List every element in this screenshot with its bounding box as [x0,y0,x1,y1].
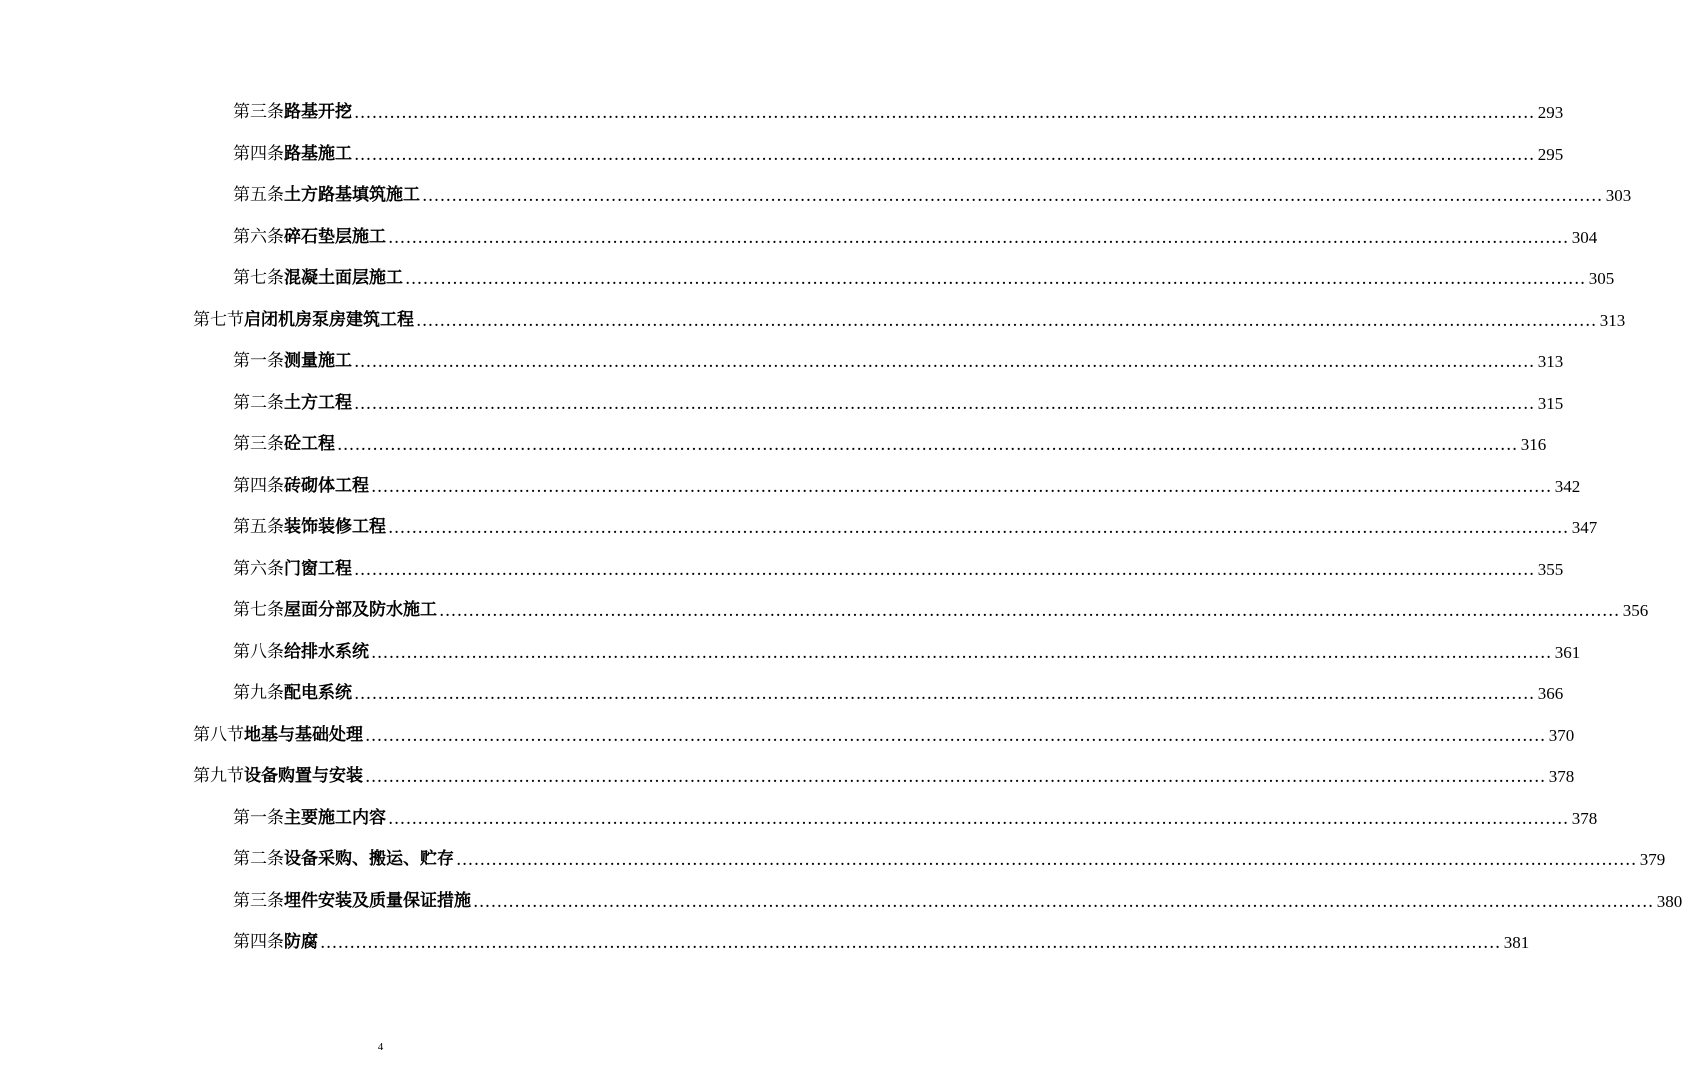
toc-entry-number: 第三条 [233,102,284,123]
toc-entry-title: 给排水系统 [284,641,369,662]
toc-article-entry[interactable] [0,92,1564,134]
toc-dot-leader: ........................................................................................................................................................................................................ [354,144,1535,165]
toc-entry-page: 313 [1599,310,1626,330]
toc-article-entry[interactable] [0,383,1564,425]
toc-article-entry[interactable] [0,507,1598,549]
toc-article-entry[interactable] [0,881,1682,923]
toc-entry-page: 295 [1537,144,1564,164]
toc-dot-leader: ........................................................................................................................................................................................................ [439,601,1620,622]
toc-entry-number: 第一条 [233,351,284,372]
toc-article-entry[interactable] [0,258,1615,300]
toc-dot-leader: ........................................................................................................................................................................................................ [337,435,1518,456]
toc-article-entry[interactable] [0,922,1530,964]
toc-article-entry[interactable] [0,134,1564,176]
toc-entry-page: 380 [1656,891,1682,911]
toc-entry-title: 路基开挖 [284,102,352,123]
toc-entry-title: 土方工程 [284,392,352,413]
toc-entry-number: 第六条 [233,226,284,247]
toc-entry-number: 第九条 [233,683,284,704]
toc-article-entry[interactable] [0,175,1632,217]
toc-entry-title: 屋面分部及防水施工 [284,600,437,621]
toc-entry-page: 366 [1537,684,1564,704]
toc-entry-number: 第二条 [233,849,284,870]
toc-article-entry[interactable] [0,798,1598,840]
toc-entry-page: 303 [1605,186,1632,206]
toc-article-entry[interactable] [0,632,1581,674]
toc-entry-number: 第五条 [233,517,284,538]
toc-entry-title: 土方路基填筑施工 [284,185,420,206]
toc-entry-number: 第一条 [233,807,284,828]
toc-dot-leader: ........................................................................................................................................................................................................ [456,850,1637,871]
toc-entry-page: 316 [1520,435,1547,455]
toc-entry-title: 启闭机房泵房建筑工程 [244,309,414,330]
toc-dot-leader: ........................................................................................................................................................................................................ [365,725,1546,746]
toc-dot-leader: ........................................................................................................................................................................................................ [473,891,1654,912]
toc-article-entry[interactable] [0,590,1649,632]
toc-entry-number: 第八节 [193,724,244,745]
toc-entry-page: 293 [1537,103,1564,123]
toc-entry-page: 315 [1537,393,1564,413]
toc-entry-number: 第四条 [233,475,284,496]
toc-entry-page: 313 [1537,352,1564,372]
toc-entry-number: 第三条 [233,890,284,911]
toc-entry-number: 第三条 [233,434,284,455]
toc-entry-page: 361 [1554,642,1581,662]
toc-article-entry[interactable] [0,839,1666,881]
toc-dot-leader: ........................................................................................................................................................................................................ [388,808,1569,829]
toc-entry-title: 设备采购、搬运、贮存 [284,849,454,870]
toc-entry-number: 第八条 [233,641,284,662]
toc-dot-leader: ........................................................................................................................................................................................................ [405,269,1586,290]
toc-entry-number: 第四条 [233,932,284,953]
toc-entry-page: 305 [1588,269,1615,289]
toc-entry-title: 混凝土面层施工 [284,268,403,289]
toc-section-entry[interactable] [0,715,1575,757]
toc-entry-title: 砖砌体工程 [284,475,369,496]
toc-entry-number: 第二条 [233,392,284,413]
toc-dot-leader: ........................................................................................................................................................................................................ [354,393,1535,414]
toc-entry-number: 第六条 [233,558,284,579]
toc-dot-leader: ........................................................................................................................................................................................................ [365,767,1546,788]
toc-dot-leader: ........................................................................................................................................................................................................ [388,518,1569,539]
toc-entry-page: 342 [1554,476,1581,496]
table-of-contents [0,92,1682,964]
toc-dot-leader: ........................................................................................................................................................................................................ [388,227,1569,248]
toc-section-entry[interactable] [0,756,1575,798]
toc-entry-title: 路基施工 [284,143,352,164]
toc-entry-page: 381 [1503,933,1530,953]
toc-entry-page: 378 [1548,767,1575,787]
toc-entry-title: 主要施工内容 [284,807,386,828]
page-number: 4 [377,1041,384,1053]
toc-article-entry[interactable] [0,549,1564,591]
toc-entry-page: 347 [1571,518,1598,538]
toc-dot-leader: ........................................................................................................................................................................................................ [354,684,1535,705]
toc-entry-page: 378 [1571,808,1598,828]
toc-entry-title: 测量施工 [284,351,352,372]
toc-entry-number: 第七条 [233,268,284,289]
toc-entry-number: 第四条 [233,143,284,164]
toc-section-entry[interactable] [0,300,1626,342]
toc-entry-title: 砼工程 [284,434,335,455]
toc-entry-title: 埋件安装及质量保证措施 [284,890,471,911]
toc-entry-number: 第九节 [193,766,244,787]
toc-article-entry[interactable] [0,341,1564,383]
toc-entry-title: 装饰装修工程 [284,517,386,538]
toc-entry-title: 门窗工程 [284,558,352,579]
toc-dot-leader: ........................................................................................................................................................................................................ [354,352,1535,373]
toc-article-entry[interactable] [0,466,1581,508]
toc-entry-title: 碎石垫层施工 [284,226,386,247]
toc-entry-page: 370 [1548,725,1575,745]
toc-dot-leader: ........................................................................................................................................................................................................ [371,476,1552,497]
toc-entry-title: 设备购置与安装 [244,766,363,787]
toc-article-entry[interactable] [0,673,1564,715]
toc-entry-page: 304 [1571,227,1598,247]
toc-entry-page: 356 [1622,601,1649,621]
toc-entry-title: 防腐 [284,932,318,953]
toc-dot-leader: ........................................................................................................................................................................................................ [416,310,1597,331]
toc-article-entry[interactable] [0,217,1598,259]
toc-entry-page: 355 [1537,559,1564,579]
toc-entry-number: 第七条 [233,600,284,621]
toc-entry-number: 第五条 [233,185,284,206]
toc-dot-leader: ........................................................................................................................................................................................................ [354,559,1535,580]
toc-entry-number: 第七节 [193,309,244,330]
toc-entry-page: 379 [1639,850,1666,870]
toc-entry-title: 配电系统 [284,683,352,704]
toc-entry-title: 地基与基础处理 [244,724,363,745]
toc-article-entry[interactable] [0,424,1547,466]
toc-dot-leader: ........................................................................................................................................................................................................ [422,186,1603,207]
toc-dot-leader: ........................................................................................................................................................................................................ [320,933,1501,954]
toc-dot-leader: ........................................................................................................................................................................................................ [354,103,1535,124]
toc-dot-leader: ........................................................................................................................................................................................................ [371,642,1552,663]
